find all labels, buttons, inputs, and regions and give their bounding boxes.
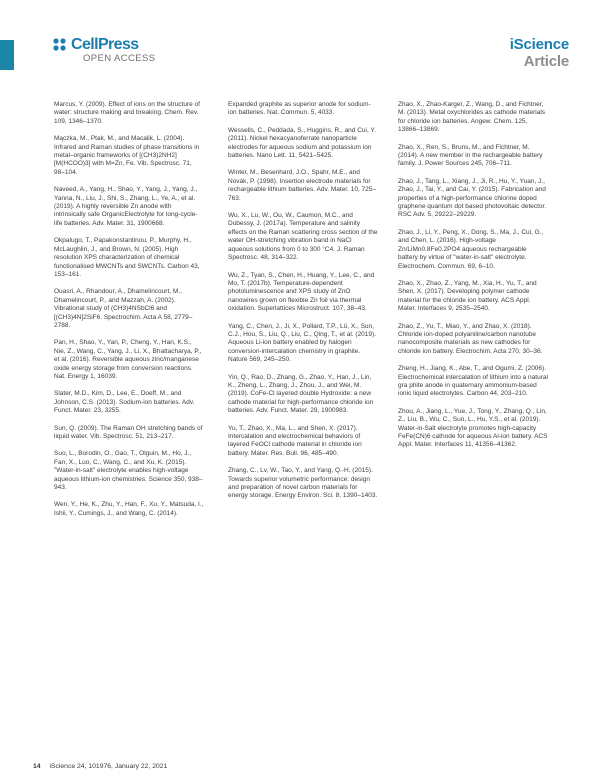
reference-entry: Zheng, H., Jiang, K., Abe, T., and Ogumi, Z. (2006). Electrochemical intercalation of lithium into a natural gra phite anode in quaternary ammonium-based ionic liquid electrolytes. Carbon 44, 203–210. — [398, 365, 548, 398]
reference-entry: Zhao, J., Li, Y., Peng, X., Dong, S., Ma, J., Cui, G., and Chen, L. (2016). High-voltage Zn/LiMn0.8Fe0.2PO4 aqueous rechargeable battery by virtue of "water-in-salt" electrolyte. Electrochem. Commun. 69, 6–10. — [398, 228, 544, 270]
reference-entry: Wessells, C., Peddada, S., Huggins, R., and Cui, Y. (2011). Nickel hexacyanoferrate nanoparticle electrodes for aqueous sodium and potassium ion batteries. Nano Lett. 11, 5421–5425. — [228, 126, 376, 160]
reference-entry: Mączka, M., Ptak, M., and Macalik, L. (2004). Infrared and Raman studies of phase transitions in metal–organic frameworks of [(CH3)2NH2][M(HCOO)3] with M=Zn, Fe. Vib. Spectrosc. 71, 98–104. — [54, 135, 200, 176]
reference-entry: Yang, C., Chen, J., Ji, X., Pollard, T.P., Lü, X., Sun, C.J., Hou, S., Liu, Q., Liu, C., Qing, T., et al. (2019). Aqueous Li-ion battery enabled by halogen conversion-intercalation chemistry in graphite. Nature 569, 245–250. — [228, 322, 376, 364]
references-column-2 — [228, 101, 378, 501]
reference-entry: Zhao, Z., Yu, T., Miao, Y., and Zhao, X. (2018). Chloride ion-doped polyaniline/carbon nanotube nanocomposite materials as new cathodes for chloride ion battery. Electrochim. Acta 270, 30–36. — [398, 322, 543, 355]
journal-citation: iScience 24, 101976, January 22, 2021 — [49, 763, 168, 770]
journal-name: iScience — [509, 36, 569, 53]
cellpress-logo-icon — [52, 37, 68, 53]
references-column-3 — [398, 101, 548, 450]
reference-entry: Okpalugo, T., Papakonstantinou, P., Murphy, H., McLaughlin, J., and Brown, N. (2005). High resolution XPS characterization of chemical functionalised MWCNTs and SWCNTs. Carbon 43, 153–161. — [54, 237, 200, 278]
page-number: 14 — [33, 763, 41, 770]
reference-entry: Suo, L., Borodin, O., Gao, T., Olguin, M., Ho, J., Fan, X., Luo, C., Wang, C., and Xu, K. (2015). "Water-in-salt" electrolyte enables high-voltage aqueous lithium-ion chemistries. Science 350, 938–943. — [54, 450, 203, 492]
publisher-name: CellPress — [71, 36, 139, 53]
reference-entry: Winter, M., Besenhard, J.O., Spahr, M.E., and Novák, P. (1998). Insertion electrode materials for rechargeable lithium batteries. Adv. Mater. 10, 725–763. — [228, 169, 377, 202]
reference-entry: Zhou, A., Jiang, L., Yue, J., Tong, Y., Zhang, Q., Lin, Z., Liu, B., Wu, C., Suo, L., Hu, Y.S., et al. (2019). Water-in-Salt electrolyte promotes high-capacity FeFe(CN)6 cathode for aqueous Al-ion battery. ACS Appl. Mater. Interfaces 11, 41356–41362. — [398, 407, 548, 449]
reference-entry: Zhao, X., Ren, S., Bruns, M., and Fichtner, M. (2014). A new member in the rechargeable battery family. J. Power Sources 245, 706–711. — [398, 143, 543, 168]
reference-entry: Zhang, C., Lv, W., Tao, Y., and Yang, Q.-H. (2015). Towards superior volumetric performance: design and preparation of novel carbon materials for energy storage. Energy Environ. Sci. 8, 1390–1403. — [228, 467, 378, 500]
reference-entry: Yin, Q., Rao, D., Zhang, G., Zhao, Y., Han, J., Lin, K., Zheng, L., Zhang, J., Zhou, J., and Wei, M. (2019). CoFe-Cl layered double Hydroxide: a new cathode material for high-performance chloride ion batteries. Adv. Funct. Mater. 29, 1900983. — [228, 373, 374, 415]
reference-entry: Marcus, Y. (2009). Effect of ions on the structure of water: structure making and breaking. Chem. Rev. 109, 1346–1370. — [54, 101, 200, 125]
reference-entry: Yu, T., Zhao, X., Ma, L., and Shen, X. (2017). Intercalation and electrochemical behaviors of layered FeOCl cathode material in chloride ion battery. Mater. Res. Bull. 96, 485–490. — [228, 424, 362, 457]
page-footer — [33, 763, 167, 770]
reference-entry: Ouasri, A., Rhandour, A., Dhamelincourt, M., Dhamelincourt, P., and Mazzah, A. (2002). Vibrational study of (CH3)4NSbCl6 and [(CH3)4N]2SiF6. Spectrochim. Acta A 58, 2779–2788. — [54, 288, 193, 329]
reference-entry: Wu, Z., Tyan, S., Chen, H., Huang, Y., Lee, C., and Mo, T. (2017b). Temperature-dependent photoluminescence and XPS study of ZnO nanowires grown on flexible Zn foil via thermal oxidation. Superlattices Microstruct. 107, 38–43. — [228, 271, 375, 313]
reference-entry: Sun, Q. (2009). The Raman OH stretching bands of liquid water. Vib. Spectrosc. 51, 213–217. — [54, 424, 203, 440]
references-column-1 — [54, 101, 204, 518]
reference-entry: Naveed, A., Yang, H., Shao, Y., Yang, J., Yang, J., Yanna, N., Liu, J., Shi, S., Zhang, L., Ye, A., et al. (2019). A highly reversible Zn anode with intrinsically safe OrganicElectrolyte for long-cycle-life batteries. Adv. Mater. 31, 1900668. — [54, 186, 198, 227]
journal-header — [510, 36, 569, 70]
reference-entry: Zhao, X., Zhao-Karger, Z., Wang, D., and Fichtner, M. (2013). Metal oxychlorides as cathode materials for chloride ion batteries. Angew. Chem. 125, 13866–13869. — [398, 101, 546, 134]
reference-entry: Pan, H., Shao, Y., Yan, P., Cheng, Y., Han, K.S., Nie, Z., Wang, C., Yang, J., Li, X., Bhattacharya, P., et al. (2016). Reversible aqueous zinc/manganese oxide energy storage from conversion reactions. Nat. Energy 1, 16039. — [54, 339, 202, 380]
reference-entry: Wu, X., Lu, W., Ou, W., Caumon, M.C., and Dubessy, J. (2017a). Temperature and salinity effects on the Raman scattering cross section of the water OH-stretching vibration band in NaCl aqueous solutions from 0 to 300 °C4. J. Raman Spectrosc. 48, 314–322. — [228, 212, 378, 262]
reference-entry: Wen, Y., He, K., Zhu, Y., Han, F., Xu, Y., Matsuda, I., Ishii, Y., Cumings, J., and Wang, C. (2014). — [54, 501, 204, 517]
open-access-label: OPEN ACCESS — [83, 53, 156, 64]
publisher-logo — [52, 36, 156, 65]
article-type: Article — [523, 53, 569, 70]
reference-entry: Slater, M.D., Kim, D., Lee, E., Doeff, M., and Johnson, C.S. (2013). Sodium-ion batteries. Adv. Funct. Mater. 23, 3255. — [54, 390, 195, 415]
reference-entry: Expanded graphite as superior anode for sodium-ion batteries. Nat. Commun. 5, 4033. — [228, 101, 371, 117]
reference-entry: Zhao, X., Zhao, Z., Yang, M., Xia, H., Yu, T., and Shen, X. (2017). Developing polymer cathode material for the chloride ion battery. ACS Appl. Mater. Interfaces 9, 2535–2540. — [398, 279, 537, 313]
section-tab — [0, 40, 14, 70]
reference-entry: Zhao, J., Tang, L., Xiang, J., Ji, R., Hu, Y., Yuan, J., Zhao, J., Tai, Y., and Cai, Y. (2015). Fabrication and properties of a high-performance chlorine doped graphene quantum dot based photovoltaic detector. RSC Adv. 5, 29222–29229. — [398, 177, 547, 219]
